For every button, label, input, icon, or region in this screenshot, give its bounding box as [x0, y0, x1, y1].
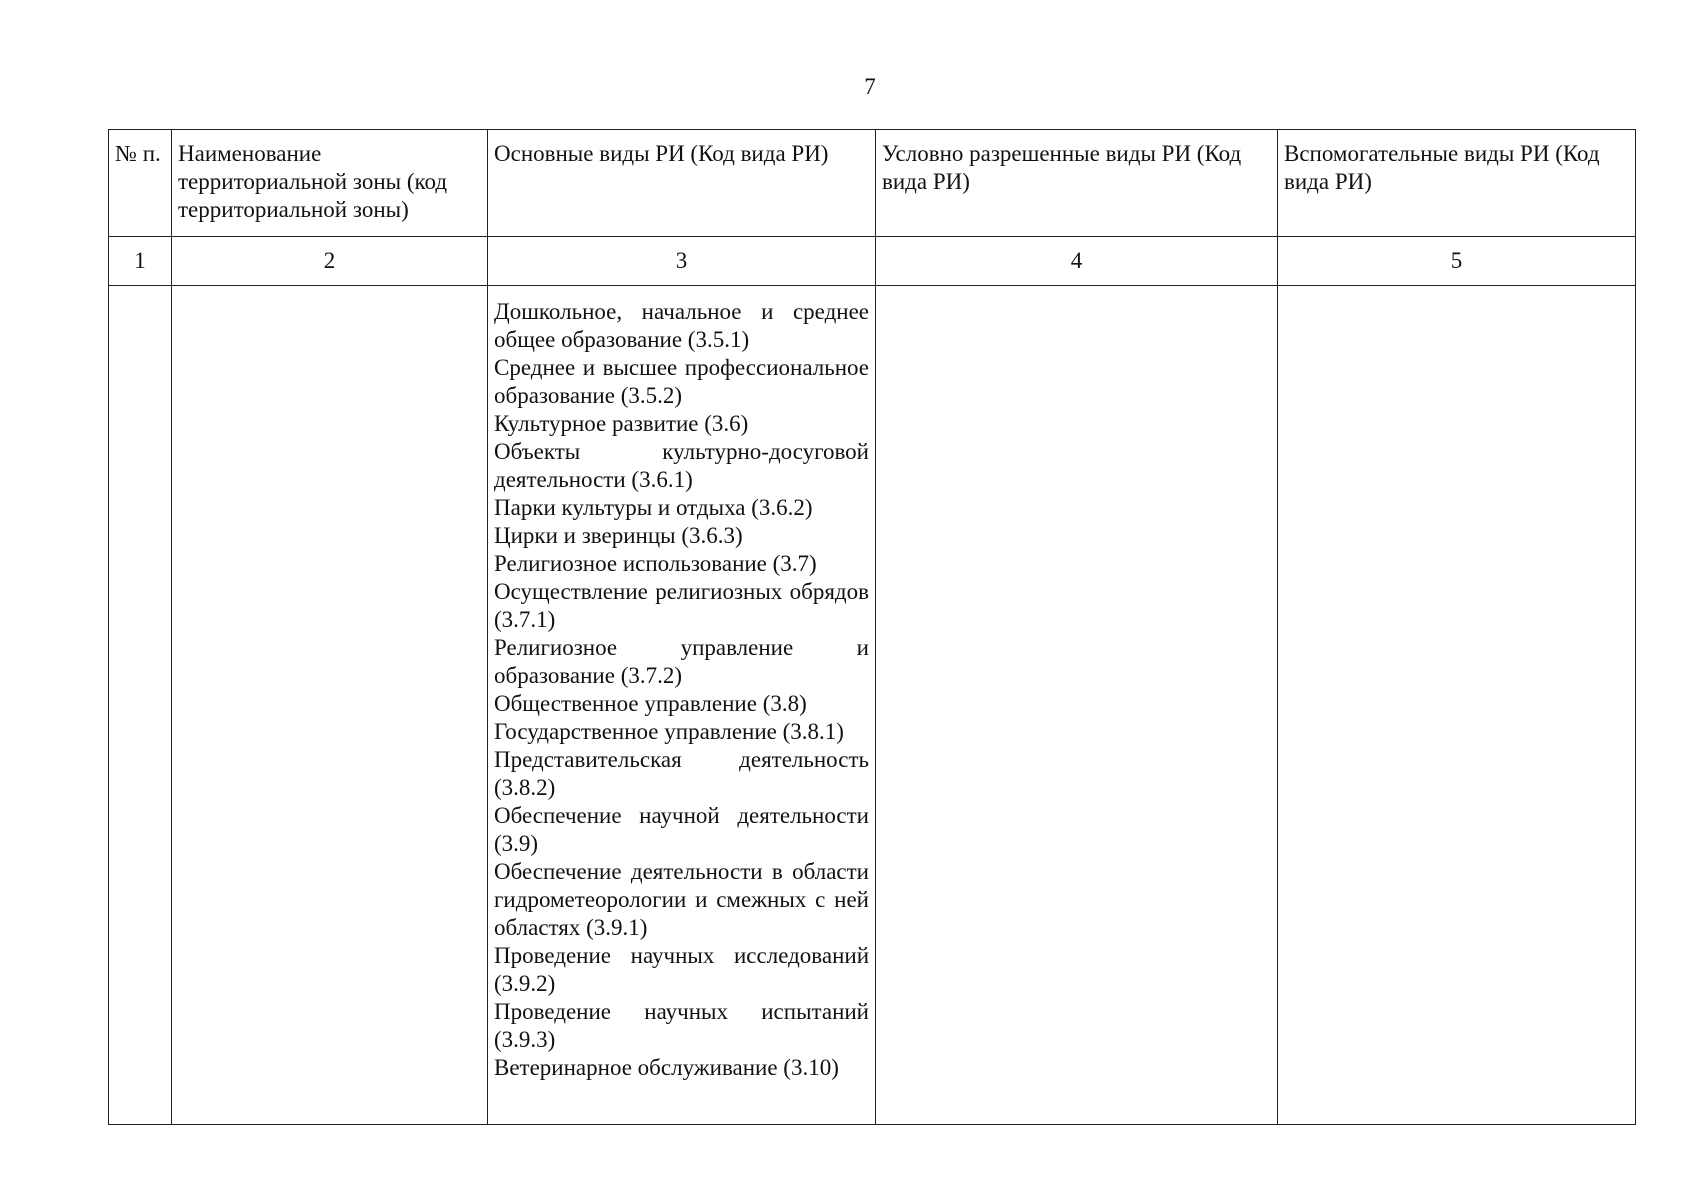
- main-type-item: Проведение научных испытаний (3.9.3): [494, 999, 869, 1052]
- column-number: 3: [488, 237, 876, 286]
- main-type-item: Парки культуры и отдыха (3.6.2): [494, 495, 813, 520]
- main-type-item: Среднее и высшее профессиональное образование (3.5.2): [494, 355, 869, 408]
- main-type-item: Обеспечение деятельности в области гидрометеорологии и смежных с ней областях (3.9.1): [494, 859, 869, 940]
- main-type-item: Проведение научных исследований (3.9.2): [494, 943, 869, 996]
- auxiliary-types-cell: [1278, 286, 1636, 1125]
- column-number-row: [109, 237, 1636, 286]
- column-number: 5: [1278, 237, 1636, 286]
- main-type-item: Общественное управление (3.8): [494, 691, 807, 716]
- header-main-types: Основные виды РИ (Код вида РИ): [488, 130, 876, 237]
- column-number: 1: [109, 237, 172, 286]
- main-type-item: Религиозное управление и образование (3.7.2): [494, 635, 869, 688]
- main-type-item: Религиозное использование (3.7): [494, 551, 817, 576]
- zone-name-cell: [172, 286, 488, 1125]
- header-row: [109, 130, 1636, 237]
- zoning-table: [108, 129, 1636, 1125]
- main-type-item: Обеспечение научной деятельности (3.9): [494, 803, 869, 856]
- main-type-item: Цирки и зверинцы (3.6.3): [494, 523, 743, 548]
- main-types-cell: [488, 286, 876, 1125]
- main-type-item: Государственное управление (3.8.1): [494, 719, 844, 744]
- header-num: № п.: [109, 130, 172, 237]
- column-number: 2: [172, 237, 488, 286]
- header-zone-name: Наименование территориальной зоны (код территориальной зоны): [172, 130, 488, 237]
- main-type-item: Объекты культурно-досуговой деятельности (3.6.1): [494, 439, 869, 492]
- header-auxiliary-types: Вспомогательные виды РИ (Код вида РИ): [1278, 130, 1636, 237]
- row-num-cell: [109, 286, 172, 1125]
- header-conditional-types: Условно разрешенные виды РИ (Код вида РИ): [876, 130, 1278, 237]
- table-row: [109, 286, 1636, 1125]
- column-number: 4: [876, 237, 1278, 286]
- main-type-item: Культурное развитие (3.6): [494, 411, 749, 436]
- main-type-item: Представительская деятельность (3.8.2): [494, 747, 869, 800]
- main-type-item: Дошкольное, начальное и среднее общее образование (3.5.1): [494, 299, 869, 352]
- main-type-item: Ветеринарное обслуживание (3.10): [494, 1055, 839, 1080]
- conditional-types-cell: [876, 286, 1278, 1125]
- main-type-item: Осуществление религиозных обрядов (3.7.1): [494, 579, 869, 632]
- page-number: 7: [864, 74, 876, 99]
